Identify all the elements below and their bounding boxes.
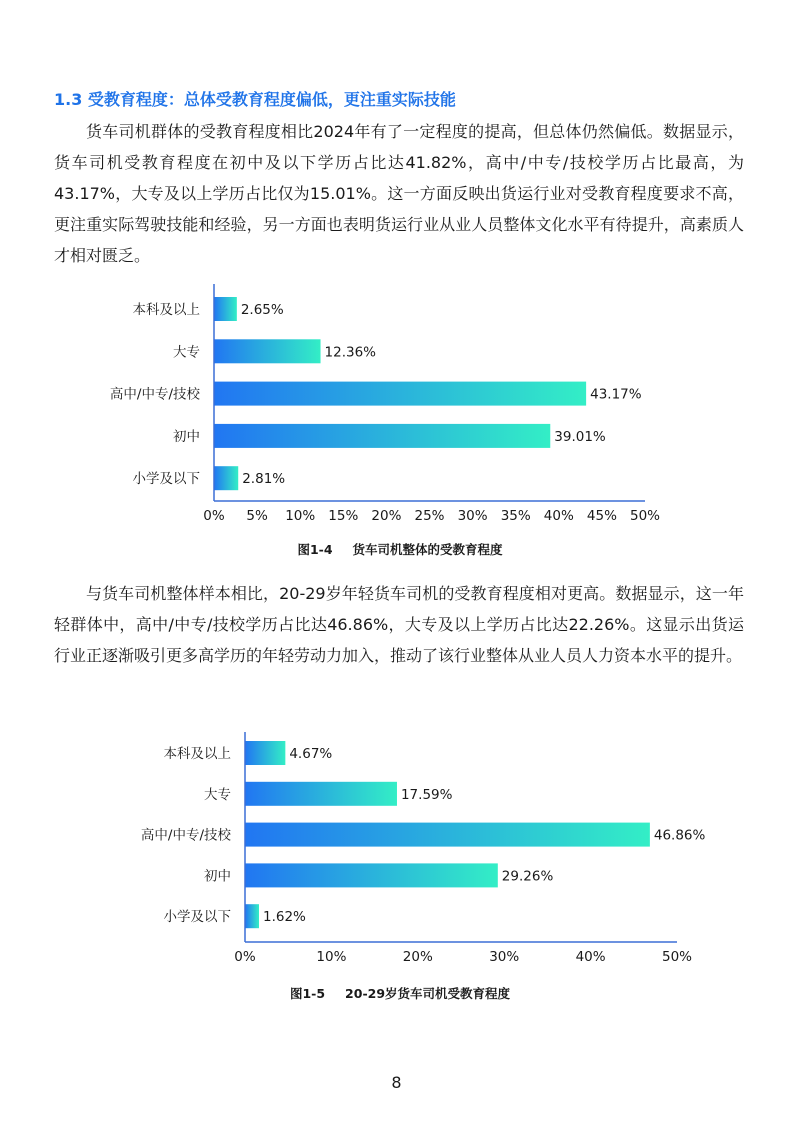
x-tick-label: 25% [414,508,445,524]
bar-3 [245,863,498,887]
body-paragraph-2: 与货车司机整体样本相比，20-29岁年轻货车司机的受教育程度相对更高。数据显示，这一年轻群体中，高中/中专/技校学历占比达46.86%，大专及以上学历占比达22.26%。这显示出货运行业正逐渐吸引更多高学历的年轻劳动力加入，推动了该行业整体从业人员人力资本水平的提升。 [54,584,744,665]
value-label: 12.36% [324,344,377,361]
x-tick-label: 10% [316,949,347,965]
page-number: 8 [391,1073,402,1092]
x-tick-label: 10% [285,508,316,524]
bar-1 [214,339,321,363]
x-tick-label: 15% [328,508,359,524]
x-tick-label: 50% [629,508,661,524]
education-chart-overall [0,280,793,530]
bar-0 [245,741,285,765]
caption-number: 图1-4 [297,542,333,557]
category-label: 高中/中专/技校 [109,386,200,403]
x-tick-label: 40% [575,949,606,965]
category-label: 小学及以下 [163,909,231,926]
caption-number: 图1-5 [289,986,326,1001]
value-label: 1.62% [262,909,306,926]
category-label: 小学及以下 [132,471,200,488]
x-tick-label: 30% [489,949,520,965]
bar-3 [214,424,550,448]
x-tick-label: 0% [234,949,256,965]
bar-2 [245,823,650,847]
caption-text: 货车司机整体的受教育程度 [352,542,503,557]
x-tick-label: 45% [586,508,617,524]
value-label: 43.17% [590,386,642,403]
value-label: 39.01% [554,428,606,445]
caption-text: 20-29岁货车司机受教育程度 [345,986,511,1001]
category-label: 初中 [204,868,231,885]
value-label: 2.65% [240,302,284,318]
category-label: 大专 [204,786,231,803]
x-tick-label: 20% [371,508,402,524]
education-chart-20-29 [0,728,793,973]
bar-4 [214,466,238,490]
x-tick-label: 30% [457,508,488,524]
bar-4 [245,904,259,928]
value-label: 2.81% [242,471,286,488]
value-label: 29.26% [501,868,554,885]
category-label: 本科及以上 [163,746,231,762]
bar-0 [214,297,237,321]
bar-1 [245,782,397,806]
x-tick-label: 20% [402,949,433,965]
body-paragraph-1: 货车司机群体的受教育程度相比2024年有了一定程度的提高，但总体仍然偏低。数据显示，货车司机受教育程度在初中及以下学历占比达41.82%，高中/中专/技校学历占比最高，为43.17%，大专及以上学历占比仅为15.01%。这一方面反映出货运行业对受教育程度要求不高，更注重实际驾驶技能和经验，另一方面也表明货运行业从业人员整体文化水平有待提升，高素质人才相对匮乏。 [54,122,744,265]
x-tick-label: 0% [203,508,225,524]
x-tick-label: 35% [500,508,531,524]
x-tick-label: 50% [661,949,693,965]
figure-caption-1-5 [290,984,510,1002]
x-tick-label: 5% [246,508,268,524]
figure-caption-1-4 [297,540,502,558]
category-label: 初中 [173,428,200,445]
category-label: 高中/中专/技校 [140,827,231,844]
value-label: 4.67% [289,746,333,762]
section-heading: 1.3 受教育程度：总体受教育程度偏低，更注重实际技能 [54,90,456,109]
value-label: 17.59% [400,786,453,803]
category-label: 大专 [173,344,200,361]
value-label: 46.86% [653,827,706,844]
category-label: 本科及以上 [132,302,200,318]
bar-2 [214,382,586,406]
x-tick-label: 40% [543,508,574,524]
